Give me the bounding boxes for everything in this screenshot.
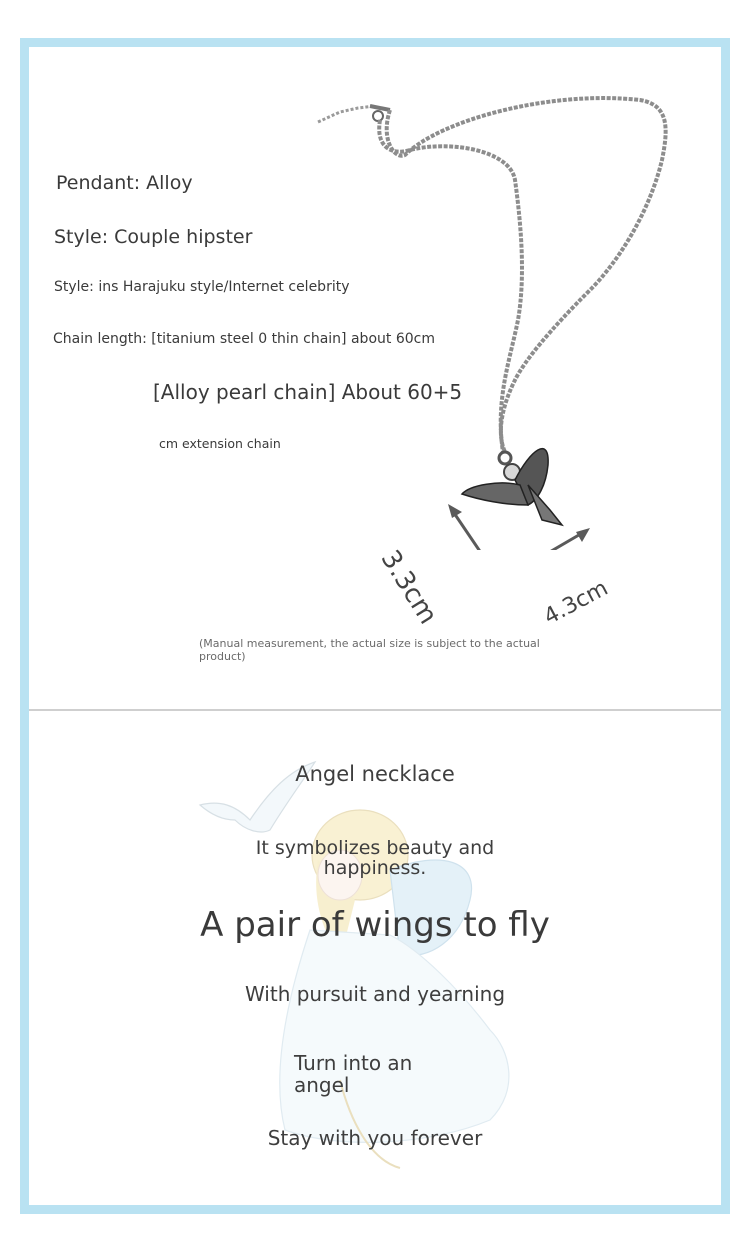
poem-line-2: A pair of wings to fly [200,905,550,945]
spec-style-harajuku: Style: ins Harajuku style/Internet celebrity [54,279,350,295]
spec-pendant: Pendant: Alloy [56,172,193,194]
spec-extension: cm extension chain [159,436,281,451]
poem-line-1-text: It symbolizes beauty and happiness. [255,837,495,879]
spec-chain-length: Chain length: [titanium steel 0 thin chain] about 60cm [53,331,435,347]
necklace-image [300,80,680,550]
poem-line-1 [0,838,750,878]
poem-title: Angel necklace [295,762,455,786]
poem-line-4 [294,1052,424,1096]
spec-alloy-chain: [Alloy pearl chain] About 60+5 [153,380,463,404]
poem-line-3: With pursuit and yearning [244,982,506,1006]
poem-line-5: Stay with you forever [267,1126,483,1150]
measurement-note: (Manual measurement, the actual size is subject to the actual product) [199,637,540,663]
spec-style-couple: Style: Couple hipster [54,226,253,248]
dimension-width-label: 4.3cm [540,575,613,631]
poem-line-4-text: Turn into an angel [294,1051,413,1097]
angel-illustration [190,750,560,1170]
section-divider [29,709,721,711]
dimension-height-label: 3.3cm [374,545,443,630]
